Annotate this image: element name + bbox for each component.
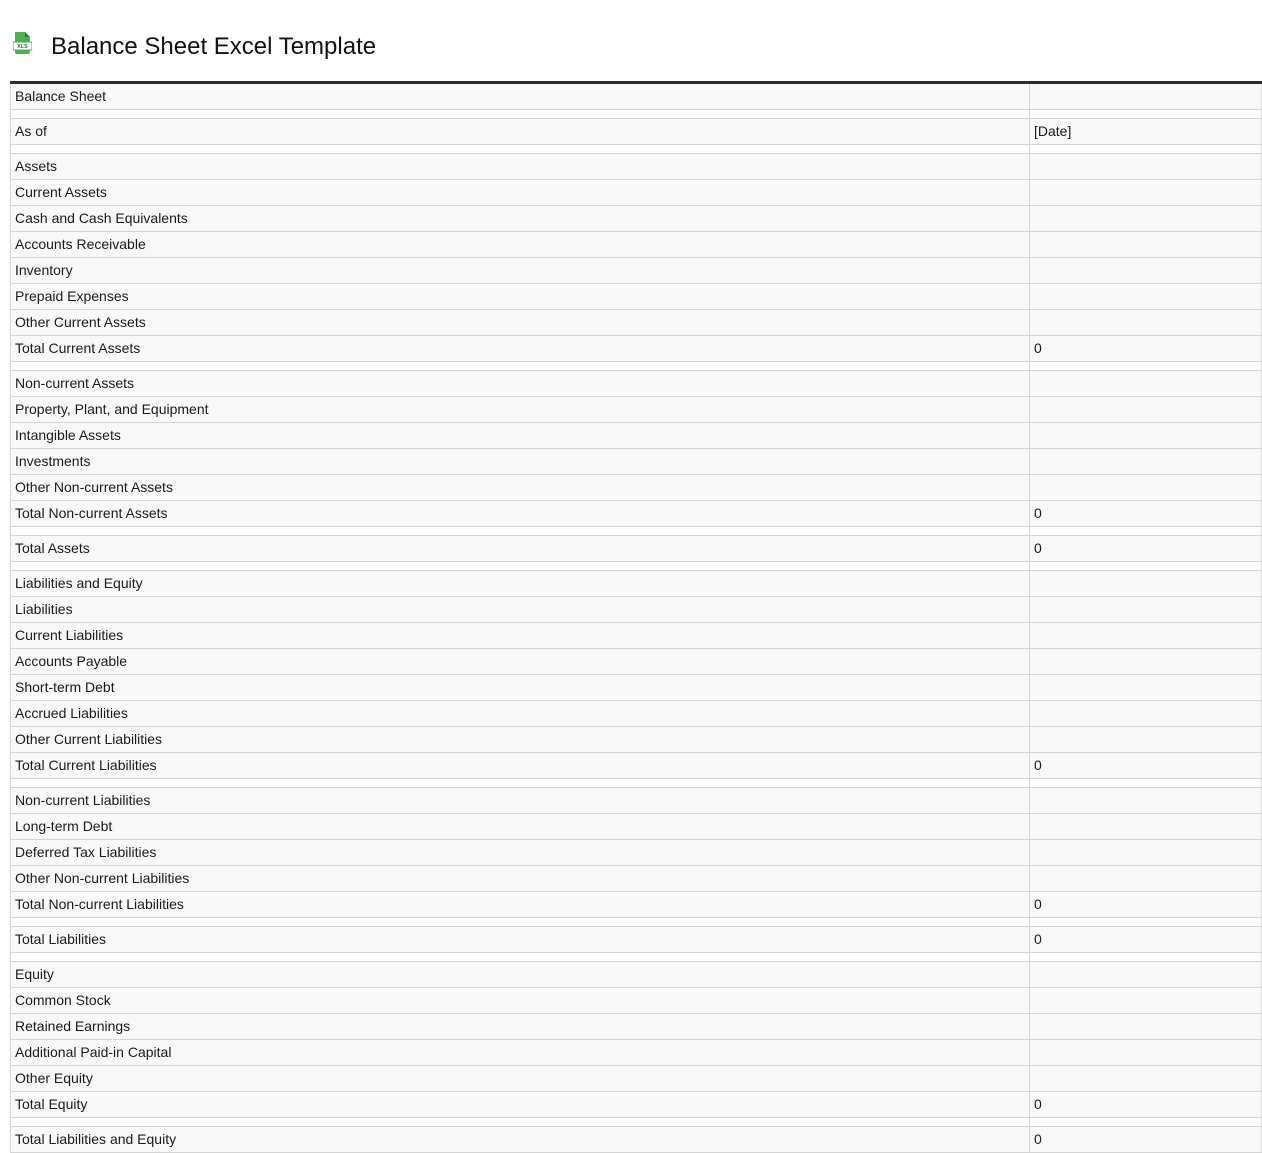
row-label[interactable]: Other Current Assets [10, 310, 1030, 335]
table-row [10, 1066, 1262, 1092]
row-value[interactable] [1030, 84, 1262, 109]
spacer-row [10, 145, 1262, 154]
spacer-cell [10, 918, 1030, 926]
row-label[interactable]: Balance Sheet [10, 84, 1030, 109]
table-row [10, 536, 1262, 562]
row-label[interactable]: Total Liabilities and Equity [10, 1127, 1030, 1152]
row-value[interactable] [1030, 423, 1262, 448]
row-label[interactable]: Inventory [10, 258, 1030, 283]
spacer-row [10, 562, 1262, 571]
row-label[interactable]: As of [10, 119, 1030, 144]
row-value[interactable] [1030, 475, 1262, 500]
row-value[interactable] [1030, 1040, 1262, 1065]
row-value[interactable] [1030, 988, 1262, 1013]
row-label[interactable]: Long-term Debt [10, 814, 1030, 839]
row-value[interactable] [1030, 449, 1262, 474]
row-label[interactable]: Other Non-current Liabilities [10, 866, 1030, 891]
row-value[interactable] [1030, 727, 1262, 752]
row-label[interactable]: Total Non-current Liabilities [10, 892, 1030, 917]
spacer-cell [10, 145, 1030, 153]
row-value[interactable]: 0 [1030, 892, 1262, 917]
table-row [10, 623, 1262, 649]
row-value[interactable]: 0 [1030, 1127, 1262, 1152]
xls-icon-label: XLS [17, 44, 28, 51]
row-value[interactable] [1030, 1014, 1262, 1039]
row-value[interactable] [1030, 675, 1262, 700]
table-row [10, 423, 1262, 449]
row-value[interactable] [1030, 180, 1262, 205]
row-label[interactable]: Common Stock [10, 988, 1030, 1013]
row-value[interactable]: [Date] [1030, 119, 1262, 144]
table-row [10, 310, 1262, 336]
table-row [10, 649, 1262, 675]
row-label[interactable]: Accounts Receivable [10, 232, 1030, 257]
spacer-cell [1030, 1118, 1262, 1126]
row-value[interactable] [1030, 962, 1262, 987]
table-row [10, 1127, 1262, 1153]
table-row [10, 675, 1262, 701]
table-row [10, 988, 1262, 1014]
row-value[interactable]: 0 [1030, 536, 1262, 561]
row-value[interactable] [1030, 814, 1262, 839]
row-value[interactable]: 0 [1030, 927, 1262, 952]
table-row [10, 336, 1262, 362]
table-row [10, 597, 1262, 623]
row-value[interactable] [1030, 623, 1262, 648]
row-label[interactable]: Current Assets [10, 180, 1030, 205]
spacer-cell [1030, 362, 1262, 370]
spacer-row [10, 1118, 1262, 1127]
row-value[interactable] [1030, 866, 1262, 891]
row-label[interactable]: Retained Earnings [10, 1014, 1030, 1039]
row-label[interactable]: Accrued Liabilities [10, 701, 1030, 726]
spacer-cell [10, 953, 1030, 961]
row-label[interactable]: Other Equity [10, 1066, 1030, 1091]
table-row [10, 371, 1262, 397]
table-row [10, 180, 1262, 206]
row-value[interactable] [1030, 571, 1262, 596]
row-label[interactable]: Total Non-current Assets [10, 501, 1030, 526]
row-value[interactable]: 0 [1030, 1092, 1262, 1117]
table-row [10, 571, 1262, 597]
table-row [10, 701, 1262, 727]
table-row [10, 866, 1262, 892]
row-label[interactable]: Prepaid Expenses [10, 284, 1030, 309]
balance-sheet-table [10, 84, 1262, 1153]
page-header [0, 0, 1262, 82]
row-label[interactable]: Cash and Cash Equivalents [10, 206, 1030, 231]
spacer-cell [10, 527, 1030, 535]
row-value[interactable] [1030, 649, 1262, 674]
row-label[interactable]: Equity [10, 962, 1030, 987]
spacer-cell [1030, 562, 1262, 570]
table-row [10, 1040, 1262, 1066]
spacer-cell [10, 362, 1030, 370]
row-label[interactable]: Liabilities [10, 597, 1030, 622]
row-label[interactable]: Investments [10, 449, 1030, 474]
spacer-row [10, 779, 1262, 788]
row-label[interactable]: Total Equity [10, 1092, 1030, 1117]
spacer-cell [1030, 145, 1262, 153]
spacer-row [10, 918, 1262, 927]
table-row [10, 475, 1262, 501]
table-row [10, 892, 1262, 918]
spacer-cell [10, 562, 1030, 570]
table-row [10, 449, 1262, 475]
row-value[interactable] [1030, 206, 1262, 231]
table-row [10, 1092, 1262, 1118]
row-value[interactable] [1030, 397, 1262, 422]
spacer-row [10, 527, 1262, 536]
table-row [10, 788, 1262, 814]
row-label[interactable]: Other Non-current Assets [10, 475, 1030, 500]
spacer-cell [1030, 953, 1262, 961]
spacer-row [10, 110, 1262, 119]
row-value[interactable] [1030, 154, 1262, 179]
row-label[interactable]: Deferred Tax Liabilities [10, 840, 1030, 865]
row-label[interactable]: Total Current Liabilities [10, 753, 1030, 778]
row-label[interactable]: Current Liabilities [10, 623, 1030, 648]
row-label[interactable]: Property, Plant, and Equipment [10, 397, 1030, 422]
xls-file-icon [13, 32, 32, 54]
table-row [10, 284, 1262, 310]
table-row [10, 154, 1262, 180]
spacer-cell [10, 779, 1030, 787]
spacer-row [10, 953, 1262, 962]
table-row [10, 258, 1262, 284]
row-label[interactable]: Accounts Payable [10, 649, 1030, 674]
row-label[interactable]: Total Current Assets [10, 336, 1030, 361]
row-label[interactable]: Liabilities and Equity [10, 571, 1030, 596]
spacer-cell [1030, 918, 1262, 926]
row-value[interactable]: 0 [1030, 336, 1262, 361]
table-row [10, 206, 1262, 232]
spacer-row [10, 362, 1262, 371]
table-row [10, 397, 1262, 423]
row-value[interactable] [1030, 1066, 1262, 1091]
row-label[interactable]: Non-current Assets [10, 371, 1030, 396]
spacer-cell [10, 110, 1030, 118]
row-value[interactable] [1030, 788, 1262, 813]
table-row [10, 501, 1262, 527]
page-title: Balance Sheet Excel Template [51, 33, 377, 60]
row-label[interactable]: Other Current Liabilities [10, 727, 1030, 752]
row-value[interactable] [1030, 701, 1262, 726]
row-value[interactable] [1030, 597, 1262, 622]
table-row [10, 840, 1262, 866]
spacer-cell [1030, 527, 1262, 535]
table-row [10, 753, 1262, 779]
row-value[interactable] [1030, 232, 1262, 257]
table-row [10, 962, 1262, 988]
spacer-cell [1030, 779, 1262, 787]
row-value[interactable] [1030, 310, 1262, 335]
table-row [10, 727, 1262, 753]
table-row [10, 84, 1262, 110]
table-row [10, 232, 1262, 258]
row-label[interactable]: Total Assets [10, 536, 1030, 561]
row-value[interactable]: 0 [1030, 753, 1262, 778]
row-value[interactable] [1030, 371, 1262, 396]
table-row [10, 927, 1262, 953]
row-label[interactable]: Total Liabilities [10, 927, 1030, 952]
row-label[interactable]: Intangible Assets [10, 423, 1030, 448]
row-label[interactable]: Short-term Debt [10, 675, 1030, 700]
row-value[interactable] [1030, 840, 1262, 865]
row-value[interactable] [1030, 258, 1262, 283]
table-row [10, 119, 1262, 145]
row-value[interactable]: 0 [1030, 501, 1262, 526]
row-value[interactable] [1030, 284, 1262, 309]
table-row [10, 814, 1262, 840]
row-label[interactable]: Non-current Liabilities [10, 788, 1030, 813]
spacer-cell [10, 1118, 1030, 1126]
row-label[interactable]: Assets [10, 154, 1030, 179]
row-label[interactable]: Additional Paid-in Capital [10, 1040, 1030, 1065]
table-row [10, 1014, 1262, 1040]
spacer-cell [1030, 110, 1262, 118]
